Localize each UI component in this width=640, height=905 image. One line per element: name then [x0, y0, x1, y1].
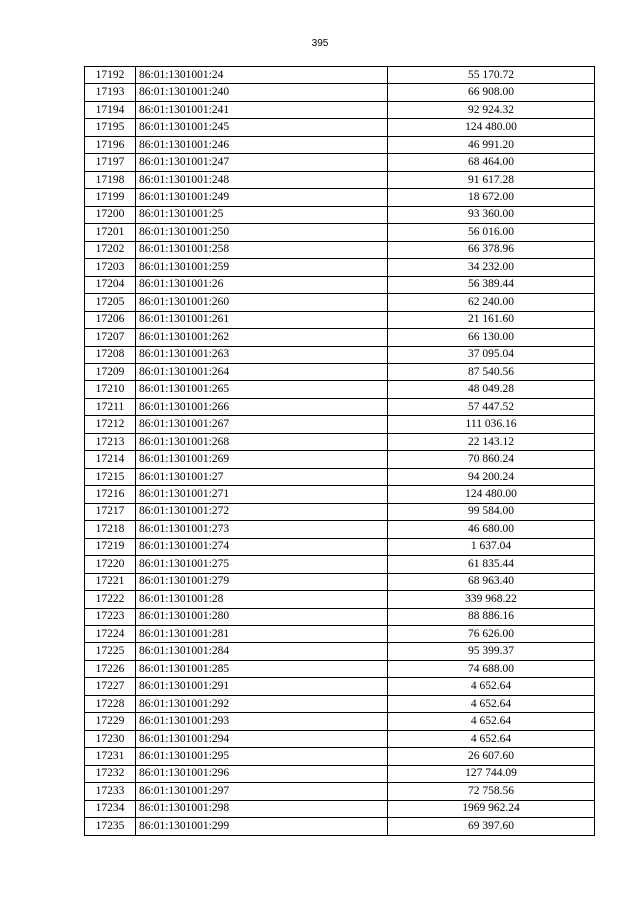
cadastral-value-cell: 72 758.56: [388, 783, 595, 800]
cadastral-number-cell: 86:01:1301001:240: [136, 84, 388, 101]
cadastral-value-cell: 87 540.56: [388, 363, 595, 380]
row-number-cell: 17192: [85, 67, 136, 84]
row-number-cell: 17223: [85, 608, 136, 625]
cadastral-number-cell: 86:01:1301001:246: [136, 136, 388, 153]
row-number-cell: 17209: [85, 363, 136, 380]
cadastral-value-cell: 37 095.04: [388, 346, 595, 363]
cadastral-number-cell: 86:01:1301001:266: [136, 398, 388, 415]
cadastral-value-cell: 68 464.00: [388, 154, 595, 171]
row-number-cell: 17212: [85, 416, 136, 433]
cadastral-number-cell: 86:01:1301001:25: [136, 206, 388, 223]
row-number-cell: 17220: [85, 556, 136, 573]
cadastral-number-cell: 86:01:1301001:250: [136, 224, 388, 241]
table-row: [85, 67, 595, 84]
table-row: [85, 294, 595, 311]
cadastral-value-cell: 94 200.24: [388, 468, 595, 485]
row-number-cell: 17200: [85, 206, 136, 223]
row-number-cell: 17201: [85, 224, 136, 241]
cadastral-value-cell: 4 652.64: [388, 695, 595, 712]
row-number-cell: 17221: [85, 573, 136, 590]
cadastral-value-cell: 124 480.00: [388, 486, 595, 503]
cadastral-value-cell: 69 397.60: [388, 818, 595, 835]
cadastral-value-cell: 99 584.00: [388, 503, 595, 520]
cadastral-number-cell: 86:01:1301001:275: [136, 556, 388, 573]
table-row: [85, 503, 595, 520]
cadastral-number-cell: 86:01:1301001:285: [136, 660, 388, 677]
cadastral-number-cell: 86:01:1301001:293: [136, 713, 388, 730]
row-number-cell: 17196: [85, 136, 136, 153]
table-row: [85, 591, 595, 608]
cadastral-number-cell: 86:01:1301001:292: [136, 695, 388, 712]
page-number: 395: [311, 38, 329, 49]
cadastral-value-cell: 111 036.16: [388, 416, 595, 433]
cadastral-number-cell: 86:01:1301001:264: [136, 363, 388, 380]
cadastral-value-cell: 76 626.00: [388, 626, 595, 643]
cadastral-number-cell: 86:01:1301001:265: [136, 381, 388, 398]
table-row: [85, 626, 595, 643]
row-number-cell: 17204: [85, 276, 136, 293]
cadastral-value-cell: 66 908.00: [388, 84, 595, 101]
table-row: [85, 748, 595, 765]
cadastral-value-cell: 48 049.28: [388, 381, 595, 398]
table-row: [85, 311, 595, 328]
cadastral-number-cell: 86:01:1301001:284: [136, 643, 388, 660]
row-number-cell: 17222: [85, 591, 136, 608]
cadastral-value-cell: 34 232.00: [388, 259, 595, 276]
cadastral-value-cell: 46 680.00: [388, 521, 595, 538]
row-number-cell: 17224: [85, 626, 136, 643]
cadastral-value-cell: 18 672.00: [388, 189, 595, 206]
cadastral-number-cell: 86:01:1301001:267: [136, 416, 388, 433]
row-number-cell: 17199: [85, 189, 136, 206]
row-number-cell: 17208: [85, 346, 136, 363]
cadastral-value-cell: 339 968.22: [388, 591, 595, 608]
cadastral-value-cell: 88 886.16: [388, 608, 595, 625]
table-row: [85, 381, 595, 398]
cadastral-number-cell: 86:01:1301001:280: [136, 608, 388, 625]
cadastral-number-cell: 86:01:1301001:296: [136, 765, 388, 782]
cadastral-value-cell: 56 389.44: [388, 276, 595, 293]
row-number-cell: 17211: [85, 398, 136, 415]
cadastral-value-cell: 92 924.32: [388, 101, 595, 118]
cadastral-number-cell: 86:01:1301001:295: [136, 748, 388, 765]
cadastral-number-cell: 86:01:1301001:299: [136, 818, 388, 835]
cadastral-number-cell: 86:01:1301001:249: [136, 189, 388, 206]
table-row: [85, 189, 595, 206]
row-number-cell: 17213: [85, 433, 136, 450]
cadastral-number-cell: 86:01:1301001:24: [136, 67, 388, 84]
table-row: [85, 818, 595, 835]
row-number-cell: 17198: [85, 171, 136, 188]
cadastral-value-cell: 91 617.28: [388, 171, 595, 188]
cadastral-value-cell: 4 652.64: [388, 713, 595, 730]
cadastral-value-cell: 66 130.00: [388, 329, 595, 346]
cadastral-value-cell: 61 835.44: [388, 556, 595, 573]
row-number-cell: 17215: [85, 468, 136, 485]
row-number-cell: 17230: [85, 730, 136, 747]
table-row: [85, 84, 595, 101]
table-row: [85, 521, 595, 538]
cadastral-value-cell: 62 240.00: [388, 294, 595, 311]
cadastral-number-cell: 86:01:1301001:258: [136, 241, 388, 258]
table-row: [85, 678, 595, 695]
cadastral-number-cell: 86:01:1301001:269: [136, 451, 388, 468]
row-number-cell: 17203: [85, 259, 136, 276]
cadastral-number-cell: 86:01:1301001:241: [136, 101, 388, 118]
table-row: [85, 730, 595, 747]
table-row: [85, 538, 595, 555]
table-row: [85, 608, 595, 625]
table-row: [85, 556, 595, 573]
table-row: [85, 800, 595, 817]
cadastral-value-cell: 4 652.64: [388, 730, 595, 747]
cadastral-value-cell: 1 637.04: [388, 538, 595, 555]
cadastral-number-cell: 86:01:1301001:27: [136, 468, 388, 485]
cadastral-value-cell: 93 360.00: [388, 206, 595, 223]
cadastral-number-cell: 86:01:1301001:291: [136, 678, 388, 695]
cadastral-value-cell: 124 480.00: [388, 119, 595, 136]
row-number-cell: 17218: [85, 521, 136, 538]
cadastral-number-cell: 86:01:1301001:271: [136, 486, 388, 503]
cadastral-number-cell: 86:01:1301001:263: [136, 346, 388, 363]
table-row: [85, 573, 595, 590]
cadastral-value-cell: 46 991.20: [388, 136, 595, 153]
cadastral-value-cell: 68 963.40: [388, 573, 595, 590]
table-row: [85, 101, 595, 118]
row-number-cell: 17232: [85, 765, 136, 782]
cadastral-number-cell: 86:01:1301001:245: [136, 119, 388, 136]
cadastral-value-cell: 22 143.12: [388, 433, 595, 450]
cadastral-number-cell: 86:01:1301001:260: [136, 294, 388, 311]
table-row: [85, 224, 595, 241]
table-row: [85, 136, 595, 153]
cadastral-value-cell: 127 744.09: [388, 765, 595, 782]
cadastral-number-cell: 86:01:1301001:274: [136, 538, 388, 555]
cadastral-value-cell: 26 607.60: [388, 748, 595, 765]
row-number-cell: 17228: [85, 695, 136, 712]
table-row: [85, 451, 595, 468]
row-number-cell: 17235: [85, 818, 136, 835]
table-row: [85, 276, 595, 293]
cadastral-number-cell: 86:01:1301001:261: [136, 311, 388, 328]
table-row: [85, 486, 595, 503]
table-body: [85, 67, 595, 836]
row-number-cell: 17206: [85, 311, 136, 328]
table-row: [85, 329, 595, 346]
row-number-cell: 17195: [85, 119, 136, 136]
cadastral-number-cell: 86:01:1301001:262: [136, 329, 388, 346]
cadastral-value-cell: 95 399.37: [388, 643, 595, 660]
table-row: [85, 713, 595, 730]
cadastral-value-cell: 56 016.00: [388, 224, 595, 241]
row-number-cell: 17194: [85, 101, 136, 118]
row-number-cell: 17214: [85, 451, 136, 468]
cadastral-number-cell: 86:01:1301001:28: [136, 591, 388, 608]
table-row: [85, 643, 595, 660]
cadastral-number-cell: 86:01:1301001:268: [136, 433, 388, 450]
cadastral-number-cell: 86:01:1301001:272: [136, 503, 388, 520]
cadastral-value-cell: 74 688.00: [388, 660, 595, 677]
row-number-cell: 17225: [85, 643, 136, 660]
table-row: [85, 398, 595, 415]
cadastral-value-cell: 70 860.24: [388, 451, 595, 468]
row-number-cell: 17231: [85, 748, 136, 765]
row-number-cell: 17210: [85, 381, 136, 398]
row-number-cell: 17193: [85, 84, 136, 101]
row-number-cell: 17216: [85, 486, 136, 503]
row-number-cell: 17197: [85, 154, 136, 171]
table-row: [85, 765, 595, 782]
cadastral-number-cell: 86:01:1301001:26: [136, 276, 388, 293]
cadastral-number-cell: 86:01:1301001:248: [136, 171, 388, 188]
cadastral-value-cell: 57 447.52: [388, 398, 595, 415]
row-number-cell: 17205: [85, 294, 136, 311]
cadastral-value-cell: 21 161.60: [388, 311, 595, 328]
row-number-cell: 17234: [85, 800, 136, 817]
table-row: [85, 241, 595, 258]
table-row: [85, 171, 595, 188]
cadastral-number-cell: 86:01:1301001:297: [136, 783, 388, 800]
cadastral-value-cell: 4 652.64: [388, 678, 595, 695]
table-row: [85, 783, 595, 800]
row-number-cell: 17219: [85, 538, 136, 555]
row-number-cell: 17207: [85, 329, 136, 346]
cadastral-number-cell: 86:01:1301001:247: [136, 154, 388, 171]
table-row: [85, 154, 595, 171]
cadastral-number-cell: 86:01:1301001:294: [136, 730, 388, 747]
row-number-cell: 17229: [85, 713, 136, 730]
table-row: [85, 416, 595, 433]
table-row: [85, 695, 595, 712]
cadastral-value-table: [84, 66, 595, 836]
row-number-cell: 17227: [85, 678, 136, 695]
row-number-cell: 17226: [85, 660, 136, 677]
table-row: [85, 259, 595, 276]
cadastral-number-cell: 86:01:1301001:273: [136, 521, 388, 538]
cadastral-number-cell: 86:01:1301001:281: [136, 626, 388, 643]
cadastral-value-cell: 1969 962.24: [388, 800, 595, 817]
table-row: [85, 119, 595, 136]
table-row: [85, 363, 595, 380]
row-number-cell: 17202: [85, 241, 136, 258]
row-number-cell: 17217: [85, 503, 136, 520]
table-row: [85, 206, 595, 223]
cadastral-value-cell: 55 170.72: [388, 67, 595, 84]
table-row: [85, 433, 595, 450]
cadastral-value-cell: 66 378.96: [388, 241, 595, 258]
table-row: [85, 468, 595, 485]
row-number-cell: 17233: [85, 783, 136, 800]
cadastral-number-cell: 86:01:1301001:279: [136, 573, 388, 590]
table-row: [85, 660, 595, 677]
cadastral-number-cell: 86:01:1301001:298: [136, 800, 388, 817]
cadastral-number-cell: 86:01:1301001:259: [136, 259, 388, 276]
table-row: [85, 346, 595, 363]
